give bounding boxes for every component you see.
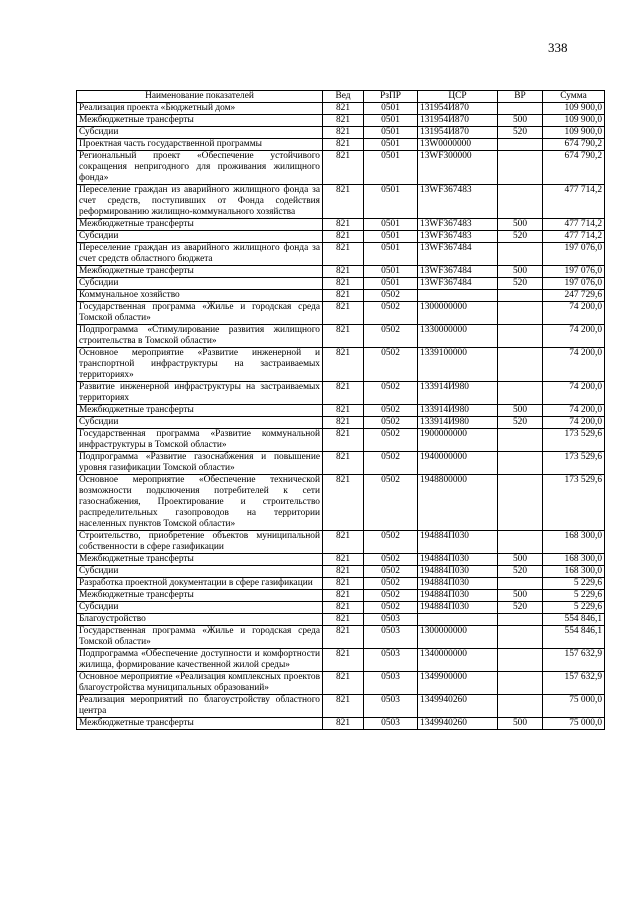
cell-csr: 133914И980 <box>418 405 498 417</box>
cell-sum: 173 529,6 <box>543 452 605 475</box>
cell-sum: 5 229,6 <box>543 590 605 602</box>
page-number: 338 <box>548 40 568 55</box>
table-row <box>77 278 605 290</box>
cell-name: Межбюджетные трансферты <box>77 554 323 566</box>
cell-csr: 1940000000 <box>418 452 498 475</box>
cell-name: Межбюджетные трансферты <box>77 718 323 730</box>
table-row <box>77 405 605 417</box>
table-row <box>77 452 605 475</box>
table-row <box>77 103 605 115</box>
cell-sum: 247 729,6 <box>543 290 605 302</box>
cell-sum: 74 200,0 <box>543 325 605 348</box>
header-sum: Сумма <box>543 91 605 103</box>
header-rzpr: РзПР <box>364 91 418 103</box>
cell-rzpr: 0502 <box>364 405 418 417</box>
cell-vr <box>498 103 543 115</box>
cell-ved: 821 <box>323 127 364 139</box>
table-row <box>77 614 605 626</box>
cell-rzpr: 0502 <box>364 348 418 382</box>
cell-vr: 500 <box>498 219 543 231</box>
cell-ved: 821 <box>323 429 364 452</box>
cell-vr: 520 <box>498 417 543 429</box>
cell-rzpr: 0503 <box>364 672 418 695</box>
cell-name: Межбюджетные трансферты <box>77 405 323 417</box>
cell-name: Подпрограмма «Стимулирование развития жилищного строительства в Томской области» <box>77 325 323 348</box>
cell-csr: 194884П030 <box>418 531 498 554</box>
cell-ved: 821 <box>323 452 364 475</box>
table-row <box>77 219 605 231</box>
cell-vr <box>498 429 543 452</box>
cell-vr <box>498 626 543 649</box>
table-row <box>77 417 605 429</box>
cell-rzpr: 0503 <box>364 695 418 718</box>
cell-csr: 1349940260 <box>418 718 498 730</box>
cell-ved: 821 <box>323 266 364 278</box>
cell-csr: 133914И980 <box>418 417 498 429</box>
cell-name: Подпрограмма «Развитие газоснабжения и повышение уровня газификации Томской области» <box>77 452 323 475</box>
cell-sum: 197 076,0 <box>543 243 605 266</box>
cell-sum: 74 200,0 <box>543 302 605 325</box>
cell-sum: 75 000,0 <box>543 695 605 718</box>
cell-sum: 674 790,2 <box>543 139 605 151</box>
table-row <box>77 302 605 325</box>
cell-sum: 168 300,0 <box>543 566 605 578</box>
cell-vr: 500 <box>498 115 543 127</box>
cell-name: Субсидии <box>77 231 323 243</box>
table-row <box>77 531 605 554</box>
cell-vr <box>498 475 543 531</box>
cell-name: Подпрограмма «Обеспечение доступности и комфортности жилища, формирование качественной жилой среды» <box>77 649 323 672</box>
cell-csr: 194884П030 <box>418 554 498 566</box>
cell-sum: 554 846,1 <box>543 626 605 649</box>
cell-csr: 1340000000 <box>418 649 498 672</box>
cell-rzpr: 0501 <box>364 278 418 290</box>
table-row <box>77 139 605 151</box>
cell-rzpr: 0502 <box>364 531 418 554</box>
cell-vr <box>498 290 543 302</box>
cell-rzpr: 0503 <box>364 649 418 672</box>
cell-csr: 194884П030 <box>418 566 498 578</box>
cell-ved: 821 <box>323 475 364 531</box>
cell-name: Коммунальное хозяйство <box>77 290 323 302</box>
cell-ved: 821 <box>323 325 364 348</box>
cell-sum: 5 229,6 <box>543 578 605 590</box>
cell-csr: 194884П030 <box>418 590 498 602</box>
cell-csr: 131954И870 <box>418 115 498 127</box>
cell-rzpr: 0503 <box>364 626 418 649</box>
cell-vr <box>498 325 543 348</box>
cell-csr: 13WF367484 <box>418 266 498 278</box>
cell-sum: 74 200,0 <box>543 348 605 382</box>
cell-csr <box>418 290 498 302</box>
cell-rzpr: 0501 <box>364 127 418 139</box>
cell-vr: 500 <box>498 554 543 566</box>
cell-csr: 1900000000 <box>418 429 498 452</box>
cell-rzpr: 0501 <box>364 151 418 185</box>
cell-rzpr: 0502 <box>364 554 418 566</box>
cell-name: Межбюджетные трансферты <box>77 266 323 278</box>
cell-vr: 500 <box>498 405 543 417</box>
cell-csr: 194884П030 <box>418 578 498 590</box>
cell-ved: 821 <box>323 382 364 405</box>
table-row <box>77 243 605 266</box>
cell-rzpr: 0502 <box>364 302 418 325</box>
cell-csr: 1948800000 <box>418 475 498 531</box>
cell-ved: 821 <box>323 139 364 151</box>
cell-sum: 477 714,2 <box>543 219 605 231</box>
table-row <box>77 672 605 695</box>
table-body <box>77 103 605 730</box>
cell-rzpr: 0501 <box>364 219 418 231</box>
cell-sum: 5 229,6 <box>543 602 605 614</box>
cell-name: Субсидии <box>77 278 323 290</box>
cell-name: Основное мероприятие «Развитие инженерной и транспортной инфраструктуры на застраиваемых территориях» <box>77 348 323 382</box>
cell-name: Строительство, приобретение объектов муниципальной собственности в сфере газификации <box>77 531 323 554</box>
cell-rzpr: 0502 <box>364 452 418 475</box>
table-row <box>77 554 605 566</box>
table-row <box>77 290 605 302</box>
table-row <box>77 626 605 649</box>
cell-vr <box>498 302 543 325</box>
cell-vr <box>498 578 543 590</box>
cell-csr: 1300000000 <box>418 626 498 649</box>
cell-rzpr: 0503 <box>364 614 418 626</box>
cell-vr <box>498 382 543 405</box>
cell-vr: 500 <box>498 718 543 730</box>
cell-csr: 194884П030 <box>418 602 498 614</box>
table-row <box>77 127 605 139</box>
cell-rzpr: 0501 <box>364 266 418 278</box>
cell-rzpr: 0501 <box>364 139 418 151</box>
table-row <box>77 382 605 405</box>
cell-sum: 75 000,0 <box>543 718 605 730</box>
cell-rzpr: 0502 <box>364 290 418 302</box>
cell-sum: 477 714,2 <box>543 231 605 243</box>
cell-vr: 520 <box>498 231 543 243</box>
cell-ved: 821 <box>323 405 364 417</box>
cell-rzpr: 0501 <box>364 103 418 115</box>
cell-csr: 13WF367483 <box>418 185 498 219</box>
table-row <box>77 429 605 452</box>
table-row <box>77 325 605 348</box>
header-name: Наименование показателей <box>77 91 323 103</box>
cell-csr: 13WF300000 <box>418 151 498 185</box>
table-header-row <box>77 91 605 103</box>
cell-rzpr: 0502 <box>364 590 418 602</box>
table-row <box>77 566 605 578</box>
cell-name: Переселение граждан из аварийного жилищного фонда за счет средств, поступивших от Фонда содействия реформированию жилищно-коммунального хозяйства <box>77 185 323 219</box>
cell-sum: 477 714,2 <box>543 185 605 219</box>
table-row <box>77 151 605 185</box>
cell-name: Субсидии <box>77 127 323 139</box>
cell-rzpr: 0502 <box>364 566 418 578</box>
table-row <box>77 590 605 602</box>
cell-rzpr: 0502 <box>364 429 418 452</box>
cell-name: Межбюджетные трансферты <box>77 219 323 231</box>
header-vr: ВР <box>498 91 543 103</box>
cell-vr <box>498 185 543 219</box>
cell-ved: 821 <box>323 417 364 429</box>
cell-name: Государственная программа «Жилье и городская среда Томской области» <box>77 626 323 649</box>
cell-csr: 1339100000 <box>418 348 498 382</box>
cell-ved: 821 <box>323 602 364 614</box>
cell-vr: 520 <box>498 127 543 139</box>
cell-name: Субсидии <box>77 602 323 614</box>
cell-sum: 197 076,0 <box>543 278 605 290</box>
cell-vr: 520 <box>498 602 543 614</box>
cell-sum: 109 900,0 <box>543 103 605 115</box>
cell-csr: 1349940260 <box>418 695 498 718</box>
cell-csr: 131954И870 <box>418 127 498 139</box>
cell-name: Проектная часть государственной программы <box>77 139 323 151</box>
cell-csr: 13WF367483 <box>418 231 498 243</box>
cell-csr: 1349900000 <box>418 672 498 695</box>
cell-csr: 1300000000 <box>418 302 498 325</box>
cell-sum: 157 632,9 <box>543 672 605 695</box>
cell-sum: 74 200,0 <box>543 382 605 405</box>
cell-rzpr: 0501 <box>364 231 418 243</box>
cell-name: Благоустройство <box>77 614 323 626</box>
cell-name: Реализация мероприятий по благоустройству областного центра <box>77 695 323 718</box>
cell-rzpr: 0502 <box>364 602 418 614</box>
cell-name: Межбюджетные трансферты <box>77 590 323 602</box>
cell-sum: 168 300,0 <box>543 554 605 566</box>
table-row <box>77 115 605 127</box>
cell-vr <box>498 348 543 382</box>
cell-ved: 821 <box>323 554 364 566</box>
cell-vr <box>498 243 543 266</box>
cell-vr: 500 <box>498 266 543 278</box>
table-row <box>77 231 605 243</box>
cell-ved: 821 <box>323 278 364 290</box>
cell-ved: 821 <box>323 590 364 602</box>
cell-name: Субсидии <box>77 417 323 429</box>
cell-vr <box>498 452 543 475</box>
table-row <box>77 266 605 278</box>
cell-ved: 821 <box>323 672 364 695</box>
cell-ved: 821 <box>323 231 364 243</box>
cell-ved: 821 <box>323 531 364 554</box>
cell-ved: 821 <box>323 578 364 590</box>
cell-csr: 1330000000 <box>418 325 498 348</box>
cell-sum: 109 900,0 <box>543 115 605 127</box>
cell-rzpr: 0502 <box>364 382 418 405</box>
cell-csr: 13W0000000 <box>418 139 498 151</box>
cell-rzpr: 0501 <box>364 243 418 266</box>
cell-csr: 13WF367484 <box>418 278 498 290</box>
cell-name: Государственная программа «Жилье и городская среда Томской области» <box>77 302 323 325</box>
cell-sum: 74 200,0 <box>543 405 605 417</box>
cell-ved: 821 <box>323 348 364 382</box>
cell-ved: 821 <box>323 115 364 127</box>
cell-sum: 197 076,0 <box>543 266 605 278</box>
cell-sum: 674 790,2 <box>543 151 605 185</box>
cell-csr: 13WF367483 <box>418 219 498 231</box>
cell-ved: 821 <box>323 290 364 302</box>
header-ved: Вед <box>323 91 364 103</box>
cell-name: Разработка проектной документации в сфере газификации <box>77 578 323 590</box>
cell-rzpr: 0501 <box>364 185 418 219</box>
cell-ved: 821 <box>323 243 364 266</box>
cell-name: Субсидии <box>77 566 323 578</box>
cell-csr <box>418 614 498 626</box>
cell-vr <box>498 139 543 151</box>
cell-csr: 131954И870 <box>418 103 498 115</box>
table-row <box>77 348 605 382</box>
cell-ved: 821 <box>323 151 364 185</box>
cell-ved: 821 <box>323 718 364 730</box>
cell-vr <box>498 649 543 672</box>
cell-rzpr: 0502 <box>364 475 418 531</box>
cell-csr: 13WF367484 <box>418 243 498 266</box>
table-row <box>77 578 605 590</box>
cell-name: Переселение граждан из аварийного жилищного фонда за счет средств областного бюджета <box>77 243 323 266</box>
cell-vr: 520 <box>498 278 543 290</box>
cell-vr: 500 <box>498 590 543 602</box>
header-csr: ЦСР <box>418 91 498 103</box>
table-row <box>77 649 605 672</box>
cell-name: Государственная программа «Развитие коммунальной инфраструктуры в Томской области» <box>77 429 323 452</box>
cell-name: Реализация проекта «Бюджетный дом» <box>77 103 323 115</box>
cell-name: Основное мероприятие «Реализация комплексных проектов благоустройства муниципальных образований» <box>77 672 323 695</box>
cell-ved: 821 <box>323 649 364 672</box>
cell-sum: 157 632,9 <box>543 649 605 672</box>
cell-sum: 173 529,6 <box>543 475 605 531</box>
cell-sum: 168 300,0 <box>543 531 605 554</box>
cell-ved: 821 <box>323 103 364 115</box>
cell-sum: 173 529,6 <box>543 429 605 452</box>
table-row <box>77 185 605 219</box>
cell-name: Межбюджетные трансферты <box>77 115 323 127</box>
cell-ved: 821 <box>323 302 364 325</box>
table-row <box>77 602 605 614</box>
cell-name: Основное мероприятие «Обеспечение технической возможности подключения потребителей к сети газоснабжения, Проектирование и строительство распределительных газопроводов на территории населенных пунктов Томской области» <box>77 475 323 531</box>
cell-ved: 821 <box>323 185 364 219</box>
budget-table <box>76 90 605 730</box>
table-row <box>77 695 605 718</box>
cell-ved: 821 <box>323 695 364 718</box>
cell-vr <box>498 531 543 554</box>
cell-sum: 109 900,0 <box>543 127 605 139</box>
cell-vr <box>498 695 543 718</box>
table-row <box>77 475 605 531</box>
cell-vr <box>498 614 543 626</box>
cell-ved: 821 <box>323 219 364 231</box>
cell-rzpr: 0502 <box>364 417 418 429</box>
cell-name: Региональный проект «Обеспечение устойчивого сокращения непригодного для проживания жилищного фонда» <box>77 151 323 185</box>
cell-vr <box>498 672 543 695</box>
cell-ved: 821 <box>323 566 364 578</box>
cell-rzpr: 0502 <box>364 578 418 590</box>
cell-vr: 520 <box>498 566 543 578</box>
cell-csr: 133914И980 <box>418 382 498 405</box>
cell-name: Развитие инженерной инфраструктуры на застраиваемых территориях <box>77 382 323 405</box>
table-row <box>77 718 605 730</box>
cell-sum: 554 846,1 <box>543 614 605 626</box>
cell-ved: 821 <box>323 626 364 649</box>
cell-sum: 74 200,0 <box>543 417 605 429</box>
cell-rzpr: 0502 <box>364 325 418 348</box>
cell-ved: 821 <box>323 614 364 626</box>
cell-rzpr: 0501 <box>364 115 418 127</box>
cell-rzpr: 0503 <box>364 718 418 730</box>
cell-vr <box>498 151 543 185</box>
